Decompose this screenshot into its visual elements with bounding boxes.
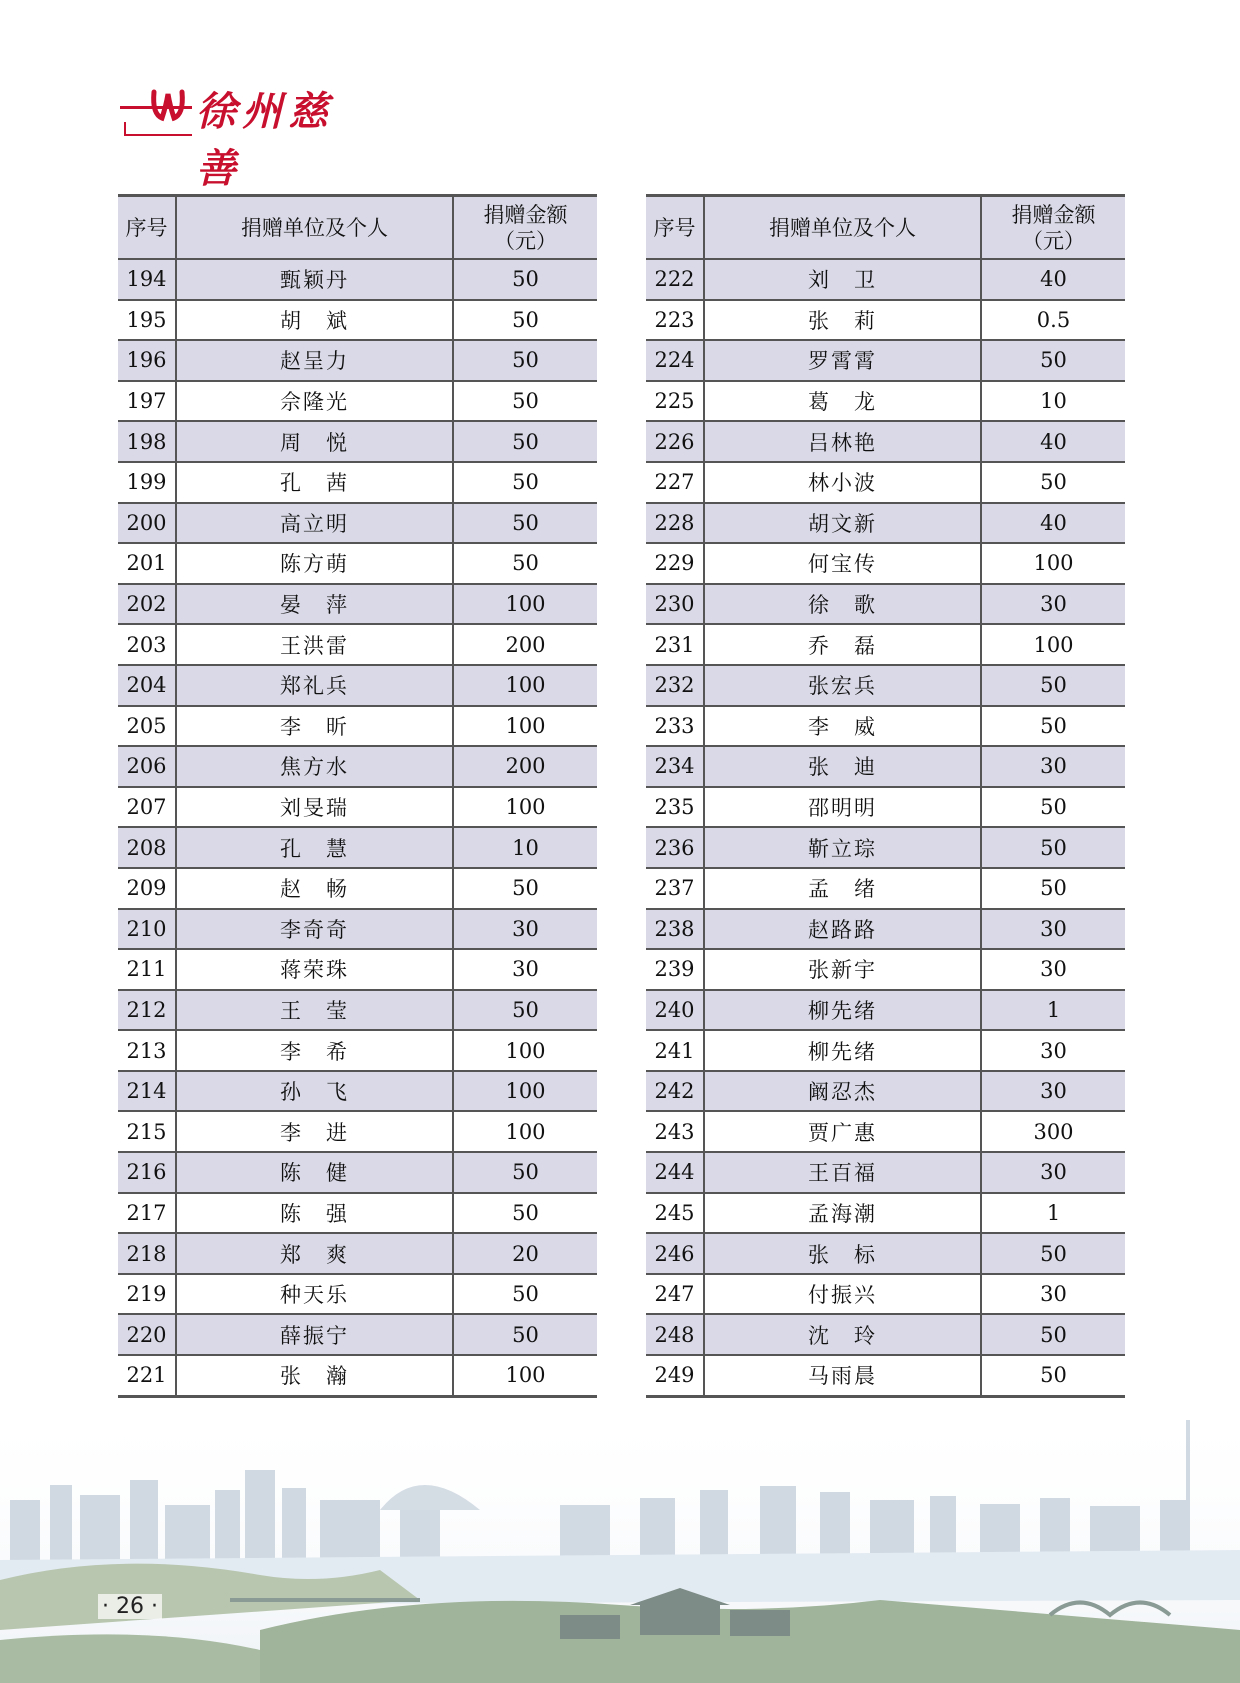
cell-amount: 200 [453, 746, 597, 787]
cell-donor-name: 靳立琮 [704, 827, 981, 868]
cell-amount: 10 [981, 381, 1125, 422]
cell-serial-no: 212 [118, 990, 176, 1031]
cell-donor-name: 孔 茜 [176, 462, 453, 503]
table-row [646, 300, 1125, 341]
cell-amount: 50 [981, 462, 1125, 503]
cell-amount: 30 [981, 746, 1125, 787]
cell-donor-name: 张新宇 [704, 949, 981, 990]
table-row [118, 1233, 597, 1274]
cell-donor-name: 阚忍杰 [704, 1071, 981, 1112]
table-row [118, 584, 597, 625]
table-row [646, 949, 1125, 990]
cell-amount: 50 [981, 1355, 1125, 1396]
cell-serial-no: 234 [646, 746, 704, 787]
cell-donor-name: 孙 飞 [176, 1071, 453, 1112]
page-header [112, 78, 382, 192]
table-row [118, 381, 597, 422]
cell-donor-name: 赵呈力 [176, 340, 453, 381]
table-header-row [646, 196, 1125, 260]
cell-donor-name: 刘 卫 [704, 259, 981, 300]
cell-amount: 30 [453, 949, 597, 990]
table-row [646, 909, 1125, 950]
table-row [646, 1111, 1125, 1152]
table-row [118, 1030, 597, 1071]
city-skyline-illustration [0, 1400, 1240, 1683]
cell-amount: 1 [981, 1193, 1125, 1234]
cell-serial-no: 211 [118, 949, 176, 990]
cell-donor-name: 孔 慧 [176, 827, 453, 868]
cell-amount: 100 [453, 665, 597, 706]
table-row [646, 624, 1125, 665]
cell-serial-no: 215 [118, 1111, 176, 1152]
cell-donor-name: 种天乐 [176, 1274, 453, 1315]
cell-amount: 30 [981, 1030, 1125, 1071]
table-row [118, 990, 597, 1031]
table-row [118, 787, 597, 828]
cell-serial-no: 220 [118, 1314, 176, 1355]
cell-serial-no: 216 [118, 1152, 176, 1193]
cell-donor-name: 李 进 [176, 1111, 453, 1152]
table-row [646, 787, 1125, 828]
cell-serial-no: 247 [646, 1274, 704, 1315]
cell-donor-name: 刘旻瑞 [176, 787, 453, 828]
cell-amount: 0.5 [981, 300, 1125, 341]
table-row [646, 665, 1125, 706]
cell-serial-no: 206 [118, 746, 176, 787]
cell-amount: 50 [981, 1314, 1125, 1355]
cell-serial-no: 219 [118, 1274, 176, 1315]
cell-donor-name: 沈 玲 [704, 1314, 981, 1355]
cell-serial-no: 236 [646, 827, 704, 868]
page-number: · 26 · [98, 1594, 162, 1619]
table-row [646, 827, 1125, 868]
table-row [118, 624, 597, 665]
cell-serial-no: 199 [118, 462, 176, 503]
cell-amount: 100 [981, 543, 1125, 584]
cell-serial-no: 244 [646, 1152, 704, 1193]
cell-donor-name: 柳先绪 [704, 990, 981, 1031]
table-row [118, 1111, 597, 1152]
cell-donor-name: 柳先绪 [704, 1030, 981, 1071]
table-row [118, 300, 597, 341]
cell-serial-no: 240 [646, 990, 704, 1031]
cell-serial-no: 205 [118, 706, 176, 747]
cell-amount: 50 [453, 503, 597, 544]
cell-donor-name: 邵明明 [704, 787, 981, 828]
cell-amount: 100 [453, 787, 597, 828]
cell-amount: 20 [453, 1233, 597, 1274]
cell-donor-name: 李 威 [704, 706, 981, 747]
header-serial-no: 序号 [646, 196, 704, 260]
cell-donor-name: 张 瀚 [176, 1355, 453, 1396]
cell-amount: 30 [981, 1274, 1125, 1315]
cell-donor-name: 甄颖丹 [176, 259, 453, 300]
cell-amount: 30 [981, 1071, 1125, 1112]
cell-serial-no: 198 [118, 421, 176, 462]
cell-amount: 50 [981, 868, 1125, 909]
cell-amount: 100 [453, 1355, 597, 1396]
donation-table-left [118, 194, 597, 1398]
cell-serial-no: 209 [118, 868, 176, 909]
cell-amount: 50 [981, 706, 1125, 747]
cell-serial-no: 223 [646, 300, 704, 341]
table-row [646, 381, 1125, 422]
table-row [118, 1274, 597, 1315]
cell-serial-no: 207 [118, 787, 176, 828]
cell-serial-no: 235 [646, 787, 704, 828]
table-row [646, 1193, 1125, 1234]
table-row [646, 1152, 1125, 1193]
header-amount [981, 196, 1125, 260]
cell-serial-no: 226 [646, 421, 704, 462]
cell-serial-no: 245 [646, 1193, 704, 1234]
cell-amount: 50 [453, 990, 597, 1031]
cell-serial-no: 231 [646, 624, 704, 665]
cell-amount: 30 [981, 584, 1125, 625]
cell-amount: 40 [981, 421, 1125, 462]
cell-amount: 300 [981, 1111, 1125, 1152]
table-row [646, 1071, 1125, 1112]
cell-amount: 50 [453, 1193, 597, 1234]
cell-serial-no: 204 [118, 665, 176, 706]
cell-serial-no: 233 [646, 706, 704, 747]
cell-amount: 50 [453, 868, 597, 909]
cell-serial-no: 237 [646, 868, 704, 909]
cell-serial-no: 222 [646, 259, 704, 300]
cell-serial-no: 194 [118, 259, 176, 300]
table-row [118, 462, 597, 503]
table-row [646, 543, 1125, 584]
cell-donor-name: 吕林艳 [704, 421, 981, 462]
cell-donor-name: 陈 强 [176, 1193, 453, 1234]
cell-serial-no: 248 [646, 1314, 704, 1355]
cell-amount: 50 [981, 827, 1125, 868]
cell-serial-no: 243 [646, 1111, 704, 1152]
header-donor: 捐赠单位及个人 [704, 196, 981, 260]
cell-amount: 30 [453, 909, 597, 950]
table-row [646, 340, 1125, 381]
cell-serial-no: 197 [118, 381, 176, 422]
cell-serial-no: 225 [646, 381, 704, 422]
cell-donor-name: 王百福 [704, 1152, 981, 1193]
header-serial-no: 序号 [118, 196, 176, 260]
cell-serial-no: 218 [118, 1233, 176, 1274]
cell-amount: 50 [981, 665, 1125, 706]
cell-amount: 100 [981, 624, 1125, 665]
table-row [646, 1030, 1125, 1071]
table-row [646, 1314, 1125, 1355]
cell-amount: 50 [453, 421, 597, 462]
cell-amount: 40 [981, 259, 1125, 300]
cell-donor-name: 李 昕 [176, 706, 453, 747]
header-donor: 捐赠单位及个人 [176, 196, 453, 260]
cell-donor-name: 李 希 [176, 1030, 453, 1071]
table-row [646, 1233, 1125, 1274]
cell-amount: 50 [453, 1152, 597, 1193]
cell-donor-name: 蒋荣珠 [176, 949, 453, 990]
header-amount-line1: 捐赠金额 [1011, 202, 1096, 227]
table-row [646, 503, 1125, 544]
cell-amount: 100 [453, 1111, 597, 1152]
cell-amount: 100 [453, 584, 597, 625]
table-row [118, 706, 597, 747]
cell-amount: 50 [453, 462, 597, 503]
cell-serial-no: 239 [646, 949, 704, 990]
table-row [118, 1071, 597, 1112]
cell-donor-name: 何宝传 [704, 543, 981, 584]
table-body-left [118, 259, 597, 1396]
cell-amount: 50 [981, 787, 1125, 828]
cell-donor-name: 罗霄霄 [704, 340, 981, 381]
cell-donor-name: 孟海潮 [704, 1193, 981, 1234]
cell-amount: 50 [453, 300, 597, 341]
cell-serial-no: 224 [646, 340, 704, 381]
table-row [646, 706, 1125, 747]
header-amount [453, 196, 597, 260]
table-row [118, 421, 597, 462]
table-row [646, 462, 1125, 503]
cell-donor-name: 赵路路 [704, 909, 981, 950]
cell-amount: 50 [453, 340, 597, 381]
table-row [118, 746, 597, 787]
donation-table-right [646, 194, 1125, 1398]
cell-serial-no: 221 [118, 1355, 176, 1396]
cell-serial-no: 228 [646, 503, 704, 544]
cell-donor-name: 郑礼兵 [176, 665, 453, 706]
header-amount-line1: 捐赠金额 [483, 202, 568, 227]
table-row [118, 1152, 597, 1193]
cell-donor-name: 周 悦 [176, 421, 453, 462]
table-row [646, 1355, 1125, 1396]
cell-amount: 40 [981, 503, 1125, 544]
cell-amount: 200 [453, 624, 597, 665]
cell-donor-name: 孟 绪 [704, 868, 981, 909]
cell-donor-name: 郑 爽 [176, 1233, 453, 1274]
table-row [118, 1314, 597, 1355]
cell-donor-name: 葛 龙 [704, 381, 981, 422]
cell-donor-name: 乔 磊 [704, 624, 981, 665]
cell-serial-no: 229 [646, 543, 704, 584]
cell-amount: 100 [453, 706, 597, 747]
table-row [646, 584, 1125, 625]
cell-serial-no: 201 [118, 543, 176, 584]
cell-amount: 50 [981, 340, 1125, 381]
table-row [118, 503, 597, 544]
cell-amount: 50 [453, 259, 597, 300]
cell-serial-no: 196 [118, 340, 176, 381]
cell-serial-no: 203 [118, 624, 176, 665]
cell-donor-name: 胡 斌 [176, 300, 453, 341]
table-row [646, 990, 1125, 1031]
header-amount-unit: （元） [494, 228, 557, 253]
cell-amount: 50 [453, 1314, 597, 1355]
charity-logo-icon [148, 84, 188, 124]
table-row [118, 340, 597, 381]
cell-donor-name: 贾广惠 [704, 1111, 981, 1152]
table-header-row [118, 196, 597, 260]
cell-donor-name: 晏 萍 [176, 584, 453, 625]
cell-amount: 1 [981, 990, 1125, 1031]
cell-serial-no: 200 [118, 503, 176, 544]
cell-donor-name: 薛振宁 [176, 1314, 453, 1355]
cell-serial-no: 242 [646, 1071, 704, 1112]
cell-serial-no: 202 [118, 584, 176, 625]
table-row [646, 259, 1125, 300]
table-row [646, 868, 1125, 909]
table-row [646, 421, 1125, 462]
cell-donor-name: 李奇奇 [176, 909, 453, 950]
cell-serial-no: 232 [646, 665, 704, 706]
cell-serial-no: 213 [118, 1030, 176, 1071]
cell-serial-no: 238 [646, 909, 704, 950]
cell-serial-no: 195 [118, 300, 176, 341]
cell-serial-no: 208 [118, 827, 176, 868]
cell-serial-no: 227 [646, 462, 704, 503]
cell-donor-name: 张 莉 [704, 300, 981, 341]
cell-amount: 30 [981, 1152, 1125, 1193]
cell-serial-no: 246 [646, 1233, 704, 1274]
cell-serial-no: 210 [118, 909, 176, 950]
cell-donor-name: 佘隆光 [176, 381, 453, 422]
cell-donor-name: 陈方萌 [176, 543, 453, 584]
cell-donor-name: 高立明 [176, 503, 453, 544]
table-row [118, 1355, 597, 1396]
table-row [118, 909, 597, 950]
cell-amount: 50 [981, 1233, 1125, 1274]
cell-amount: 30 [981, 949, 1125, 990]
cell-donor-name: 陈 健 [176, 1152, 453, 1193]
cell-donor-name: 付振兴 [704, 1274, 981, 1315]
cell-donor-name: 张 迪 [704, 746, 981, 787]
cell-serial-no: 249 [646, 1355, 704, 1396]
cell-donor-name: 赵 畅 [176, 868, 453, 909]
cell-donor-name: 胡文新 [704, 503, 981, 544]
table-row [118, 543, 597, 584]
cell-donor-name: 王洪雷 [176, 624, 453, 665]
cell-donor-name: 徐 歌 [704, 584, 981, 625]
table-body-right [646, 259, 1125, 1396]
cell-amount: 50 [453, 1274, 597, 1315]
cell-amount: 50 [453, 381, 597, 422]
cell-amount: 10 [453, 827, 597, 868]
table-row [646, 746, 1125, 787]
cell-donor-name: 林小波 [704, 462, 981, 503]
table-row [118, 949, 597, 990]
cell-donor-name: 焦方水 [176, 746, 453, 787]
cell-amount: 100 [453, 1071, 597, 1112]
table-row [118, 1193, 597, 1234]
table-row [118, 868, 597, 909]
cell-donor-name: 张宏兵 [704, 665, 981, 706]
cell-serial-no: 230 [646, 584, 704, 625]
table-row [646, 1274, 1125, 1315]
cell-serial-no: 241 [646, 1030, 704, 1071]
header-amount-unit: （元） [1022, 228, 1085, 253]
cell-serial-no: 217 [118, 1193, 176, 1234]
table-row [118, 827, 597, 868]
cell-amount: 30 [981, 909, 1125, 950]
header-title: 徐州慈善 [192, 80, 382, 194]
table-row [118, 259, 597, 300]
cell-donor-name: 马雨晨 [704, 1355, 981, 1396]
cell-donor-name: 张 标 [704, 1233, 981, 1274]
cell-serial-no: 214 [118, 1071, 176, 1112]
cell-donor-name: 王 莹 [176, 990, 453, 1031]
cell-amount: 50 [453, 543, 597, 584]
table-row [118, 665, 597, 706]
cell-amount: 100 [453, 1030, 597, 1071]
